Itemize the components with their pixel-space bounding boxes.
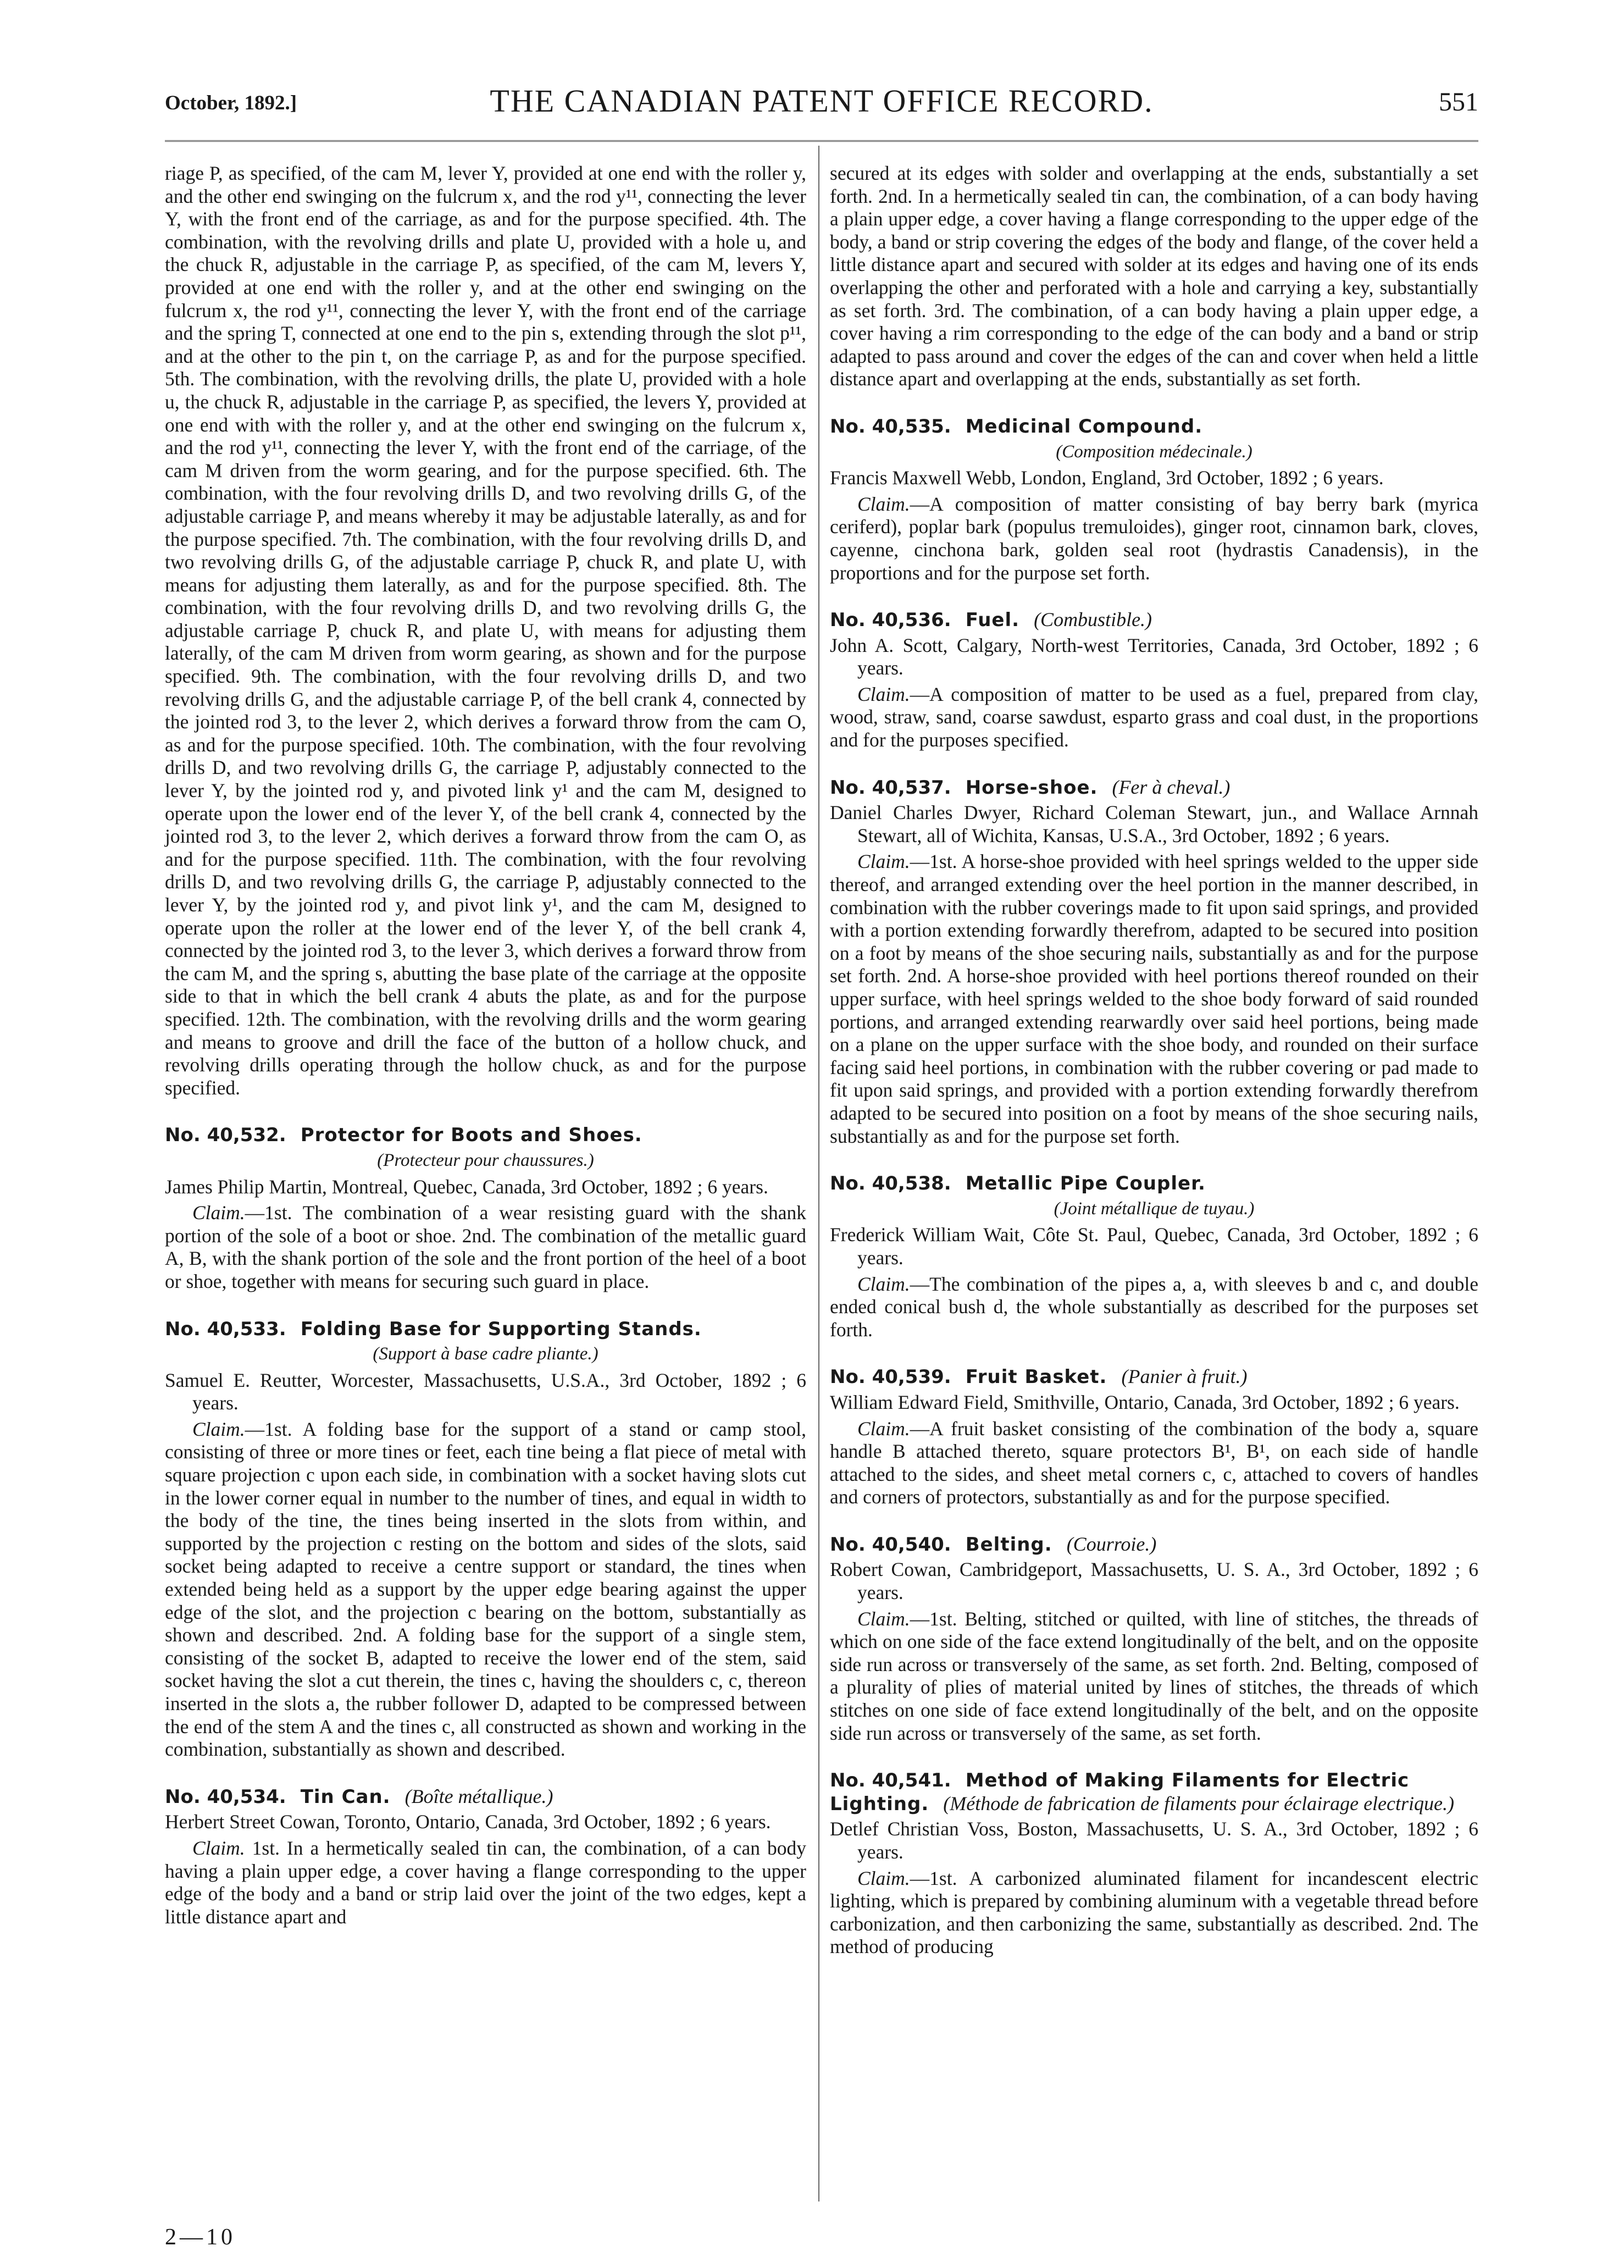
- french-title: (Support à base cadre pliante.): [373, 1344, 598, 1364]
- patent-entry-40537: [830, 776, 1478, 1148]
- patent-number: No. 40,532.: [165, 1124, 286, 1147]
- patent-title: Medicinal Compound.: [965, 415, 1203, 438]
- patent-title: Fuel.: [965, 609, 1020, 632]
- entry-heading: [830, 415, 1478, 439]
- continued-claim-text: riage P, as specified, of the cam M, lever Y, provided at one end with the roller y, and the other end swinging on the fulcrum x, and the rod y¹¹, connecting the lever Y, with the front end of the carriage, as and for the purpose specified. 4th. The combination, with the revolving drills and plate U, provided with a hole u, and the chuck R, adjustable in the carriage P, as specified, of the cam M, levers Y, provided at one end with the roller y, and at the other end swinging on the fulcrum x, the rod y¹¹, connecting the lever Y, with the front end of the carriage and the spring T, connected at one end to the pin s, extending through the slot p¹¹, and at the other to the pin t, on the carriage P, as and for the purpose specified. 5th. The combination, with the revolving drills, the plate U, provided with a hole u, the chuck R, adjustable in the carriage P, as specified, the levers Y, provided at one end with with the roller y, and at the other end swinging on the fulcrum x, and the rod y¹¹, connecting the lever Y, with the front end of the carriage, of the cam M driven from the worm gearing, and for the purpose specified. 6th. The combination, with the four revolving drills D, and two revolving drills G, of the adjustable carriage P, and means whereby it may be adjustable laterally, as and for the purpose specified. 7th. The combination, with the four revolving drills D, and two revolving drills G, of the adjustable carriage P, chuck R, and plate U, with means for adjusting them laterally, as and for the purpose specified. 8th. The combination, with the four revolving drills D, and two revolving drills G, the adjustable carriage P, chuck R, and plate U, with means for adjusting them laterally, of the cam M driven from worm gearing, as shown and for the purpose specified. 9th. The combination, with the four revolving drills D, and two revolving drills G, and the adjustable carriage P, of the bell crank 4, connected by the jointed rod 3, to the lever 2, which derives a forward throw from the cam O, as and for the purpose specified. 10th. The combination, with the four revolving drills D, and two revolving drills G, the carriage P, adjustably connected to the lever Y, by the jointed rod y, and pivoted link y¹ and the cam M, designed to operate upon the lower end of the lever Y, of the bell crank 4, connected by the jointed rod 3, to the lever 2, which derives a forward throw from the cam O, as and for the purpose specified. 11th. The combination, with the four revolving drills D, and two revolving drills G, the carriage P, adjustably connected to the lever Y, by the jointed rod y, and pivot link y¹, and the cam M, designed to operate upon the roller at the lower end of the lever Y, of the bell crank 4, connected by the jointed rod 3, to the lever 3, which derives a forward throw from the cam M, and the spring s, abutting the base plate of the carriage at the opposite side to that in which the bell crank 4 abuts the plate, as and for the purpose specified. 12th. The combination, with the revolving drills and the worm gearing and means to groove and drill the face of the button of a hollow chuck, and revolving drills operating through the hollow chuck, as and for the purpose specified.: [165, 162, 806, 1099]
- page-number: 551: [1439, 87, 1478, 117]
- entry-heading: [830, 1172, 1478, 1196]
- claim-text: [830, 1867, 1478, 1959]
- french-title: (Combustible.): [1034, 609, 1152, 631]
- patent-entry-40532: [165, 1124, 806, 1293]
- claim-label: Claim.: [192, 1836, 245, 1859]
- claim-body: —1st. The combination of a wear resisting guard with the shank portion of the sole of a boot or shoe. 2nd. The combination of the metallic guard A, B, with the shank portion of the sole and the front portion of the heel of a boot or shoe, together with means for securing such guard in place.: [165, 1202, 806, 1292]
- applicant-line: Robert Cowan, Cambridgeport, Massachusetts, U. S. A., 3rd October, 1892 ; 6 years.: [830, 1558, 1478, 1604]
- patent-number: No. 40,538.: [830, 1172, 951, 1195]
- patent-title: Method of Making Filaments for Electric Lighting.: [830, 1769, 1410, 1815]
- entry-heading: [830, 1769, 1478, 1816]
- patent-number: No. 40,534.: [165, 1785, 286, 1808]
- claim-label: Claim.: [192, 1418, 245, 1440]
- patent-entry-40535: [830, 415, 1478, 584]
- claim-label: Claim.: [857, 1417, 910, 1440]
- claim-body: —1st. A carbonized aluminated filament for incandescent electric lighting, which is prepared by combining aluminum with a vegetable thread before carbonization, and then carbonizing the same, substantially as described. 2nd. The method of producing: [830, 1867, 1478, 1958]
- claim-body: —1st. A folding base for the support of a stand or camp stool, consisting of three or more tines or feet, each tine being a flat piece of metal with square projection c upon each side, in combination with a socket having slots cut in the lower corner equal in number to the number of tines, and equal in width to the body of the tine, the tines being inserted in the slots from within, and supported by the projection c resting on the bottom and sides of the slots, said socket being adapted to receive a centre support or standard, the tines when extended being held as a support by the upper edge bearing against the upper edge of the slot, and the projection c bearing on the bottom, substantially as shown and described. 2nd. A folding base for the support of a single stem, consisting of the socket B, adapted to receive the lower end of the stem, said socket having the slot a cut therein, the tines c, having the shoulders c, c, thereon inserted in the slots a, the rubber follower D, adapted to be compressed between the end of the stem A and the tines c, all constructed as shown and working in the combination, substantially as shown and described.: [165, 1418, 806, 1761]
- entry-heading: [830, 776, 1478, 800]
- claim-label: Claim.: [857, 683, 910, 705]
- claim-text: [830, 493, 1478, 584]
- patent-number: No. 40,540.: [830, 1533, 951, 1556]
- french-title: (Boîte métallique.): [404, 1785, 553, 1807]
- entry-heading: [165, 1785, 806, 1809]
- entry-heading: [830, 1533, 1478, 1557]
- claim-label: Claim.: [857, 1867, 910, 1889]
- applicant-line: Frederick William Wait, Côte St. Paul, Quebec, Canada, 3rd October, 1892 ; 6 years.: [830, 1224, 1478, 1269]
- patent-number: No. 40,533.: [165, 1318, 286, 1340]
- claim-body: —A composition of matter consisting of bay berry bark (myrica ceriferd), poplar bark (populus tremuloides), ginger root, cinnamon bark, cloves, cayenne, cinchona bark, golden seal root (hydrastis Canadensis), in the proportions and for the purpose set forth.: [830, 493, 1478, 584]
- claim-text: [830, 1273, 1478, 1342]
- patent-entry-40538: [830, 1172, 1478, 1341]
- claim-text: [165, 1202, 806, 1293]
- patent-title: Metallic Pipe Coupler.: [965, 1172, 1206, 1195]
- patent-title: Fruit Basket.: [965, 1366, 1107, 1389]
- patent-entry-40536: [830, 609, 1478, 752]
- french-title: (Méthode de fabrication de filaments pour éclairage electrique.): [943, 1792, 1454, 1815]
- patent-entry-40541: [830, 1769, 1478, 1959]
- patent-number: No. 40,541.: [830, 1769, 951, 1792]
- column-divider: [818, 146, 819, 2201]
- left-column: [165, 162, 806, 1928]
- issue-date: October, 1892.]: [165, 92, 297, 114]
- patent-number: No. 40,535.: [830, 415, 951, 438]
- applicant-line: Francis Maxwell Webb, London, England, 3rd October, 1892 ; 6 years.: [830, 467, 1384, 489]
- claim-label: Claim.: [192, 1202, 245, 1224]
- applicant-line: Samuel E. Reutter, Worcester, Massachusetts, U.S.A., 3rd October, 1892 ; 6 years.: [165, 1369, 806, 1414]
- french-title: (Courroie.): [1066, 1533, 1157, 1555]
- claim-label: Claim.: [857, 850, 910, 873]
- claim-text: [830, 1608, 1478, 1745]
- applicant-line: William Edward Field, Smithville, Ontario, Canada, 3rd October, 1892 ; 6 years.: [830, 1391, 1460, 1413]
- entry-heading: [165, 1318, 806, 1341]
- publication-title: THE CANADIAN PATENT OFFICE RECORD.: [490, 83, 1154, 119]
- entry-heading: [830, 609, 1478, 632]
- patent-title: Belting.: [965, 1533, 1052, 1556]
- continued-claim-text: secured at its edges with solder and overlapping at the ends, substantially a set forth. 2nd. In a hermetically sealed tin can, the combination, of a can body having a plain upper edge, a cover having a flange corresponding to the upper edge of the body, a band or strip covering the edges of the body and flange, of the cover held a little distance apart and secured with solder at its edges and having one of its ends overlapping the other and perforated with a hole and carrying a key, substantially as set forth. 3rd. The combination, of a can body having a plain upper edge, a cover having a rim corresponding to the edge of the can body and a band or strip adapted to pass around and cover the edges of the can and cover when held a little distance apart and overlapping at the ends, substantially as set forth.: [830, 162, 1478, 390]
- patent-title: Folding Base for Supporting Stands.: [300, 1318, 702, 1340]
- applicant-line: Detlef Christian Voss, Boston, Massachusetts, U. S. A., 3rd October, 1892 ; 6 years.: [830, 1818, 1478, 1863]
- claim-label: Claim.: [857, 493, 910, 515]
- patent-number: No. 40,539.: [830, 1366, 951, 1389]
- patent-entry-40539: [830, 1365, 1478, 1509]
- claim-body: —1st. Belting, stitched or quilted, with line of stitches, the threads of which on one side of the face extend longitudinally of the belt, and on the opposite side run across or transversely of the same, as set forth. 2nd. Belting, composed of a plurality of plies of material united by lines of stitches, the threads of which stitches on one side of face extend longitudinally of the belt, and on the opposite side run across or transversely of the same, as set forth.: [830, 1607, 1478, 1744]
- french-title: (Protecteur pour chaussures.): [377, 1150, 594, 1170]
- patent-entry-40533: [165, 1318, 806, 1761]
- claim-body: —A composition of matter to be used as a fuel, prepared from clay, wood, straw, sand, coarse sawdust, esparto grass and coal dust, in the proportions and for the purposes specified.: [830, 683, 1478, 751]
- claim-label: Claim.: [857, 1273, 910, 1295]
- signature-mark: 2—10: [165, 2225, 236, 2250]
- applicant-line: Daniel Charles Dwyer, Richard Coleman Stewart, jun., and Wallace Arnnah Stewart, all of Wichita, Kansas, U.S.A., 3rd October, 1892 ; 6 years.: [830, 801, 1478, 847]
- french-title: (Panier à fruit.): [1121, 1365, 1248, 1388]
- french-title: (Composition médecinale.): [1056, 441, 1252, 462]
- claim-body: —The combination of the pipes a, a, with sleeves b and c, and double ended conical bush d, the whole substantially as described for the purposes set forth.: [830, 1273, 1478, 1341]
- applicant-line: James Philip Martin, Montreal, Quebec, Canada, 3rd October, 1892 ; 6 years.: [165, 1175, 768, 1198]
- claim-body: 1st. In a hermetically sealed tin can, the combination, of a can body having a plain upper edge, a cover having a flange corresponding to the upper edge of the body and a band or strip laid over the joint of the two edges, kept a little distance apart and: [165, 1836, 806, 1928]
- claim-body: —1st. A horse-shoe provided with heel springs welded to the upper side thereof, and arranged extending over the heel portion in the manner described, in combination with the rubber coverings made to fit upon said springs, and provided with a portion extending forwardly therefrom, adapted to be secured into position on a foot by means of the shoe securing nails, substantially as and for the purpose set forth. 2nd. A horse-shoe provided with heel portions thereof rounded on their upper surface, with heel springs welded to the shoe body forward of said rounded portions, and arranged extending rearwardly over said heel portions, being made on a plane on the upper surface with the shoe body, and rounded on their surface facing said heel portions, in combination with the rubber covering or pad made to fit upon said springs, and provided with a portion extending forwardly therefrom adapted to be secured into position on a foot by means of the shoe securing nails, substantially as and for the purpose set forth.: [830, 850, 1478, 1147]
- running-head: [165, 82, 1478, 126]
- entry-heading: [830, 1365, 1478, 1389]
- patent-number: No. 40,537.: [830, 776, 951, 799]
- patent-title: Horse-shoe.: [965, 776, 1098, 799]
- claim-text: [830, 683, 1478, 752]
- claim-body: —A fruit basket consisting of the combination of the body a, square handle B attached thereto, square protectors B¹, B¹, on each side of handle attached to the sides, and sheet metal corners c, c, attached to covers of handles and corners of protectors, substantially as and for the purpose specified.: [830, 1417, 1478, 1508]
- entry-heading: [165, 1124, 806, 1147]
- patent-entry-40534: [165, 1785, 806, 1929]
- patent-number: No. 40,536.: [830, 609, 951, 632]
- applicant-line: John A. Scott, Calgary, North-west Territories, Canada, 3rd October, 1892 ; 6 years.: [830, 634, 1478, 679]
- claim-text: [830, 850, 1478, 1148]
- applicant-line: Herbert Street Cowan, Toronto, Ontario, Canada, 3rd October, 1892 ; 6 years.: [165, 1811, 771, 1833]
- claim-text: [830, 1418, 1478, 1509]
- header-rule: [165, 140, 1478, 143]
- french-title: (Joint métallique de tuyau.): [1054, 1198, 1255, 1219]
- french-title: (Fer à cheval.): [1112, 776, 1231, 798]
- patent-entry-40540: [830, 1533, 1478, 1745]
- patent-title: Tin Can.: [300, 1785, 391, 1808]
- claim-text: [165, 1418, 806, 1761]
- claim-label: Claim.: [857, 1607, 910, 1630]
- patent-title: Protector for Boots and Shoes.: [300, 1124, 642, 1147]
- right-column: [830, 162, 1478, 1959]
- claim-text: [165, 1837, 806, 1928]
